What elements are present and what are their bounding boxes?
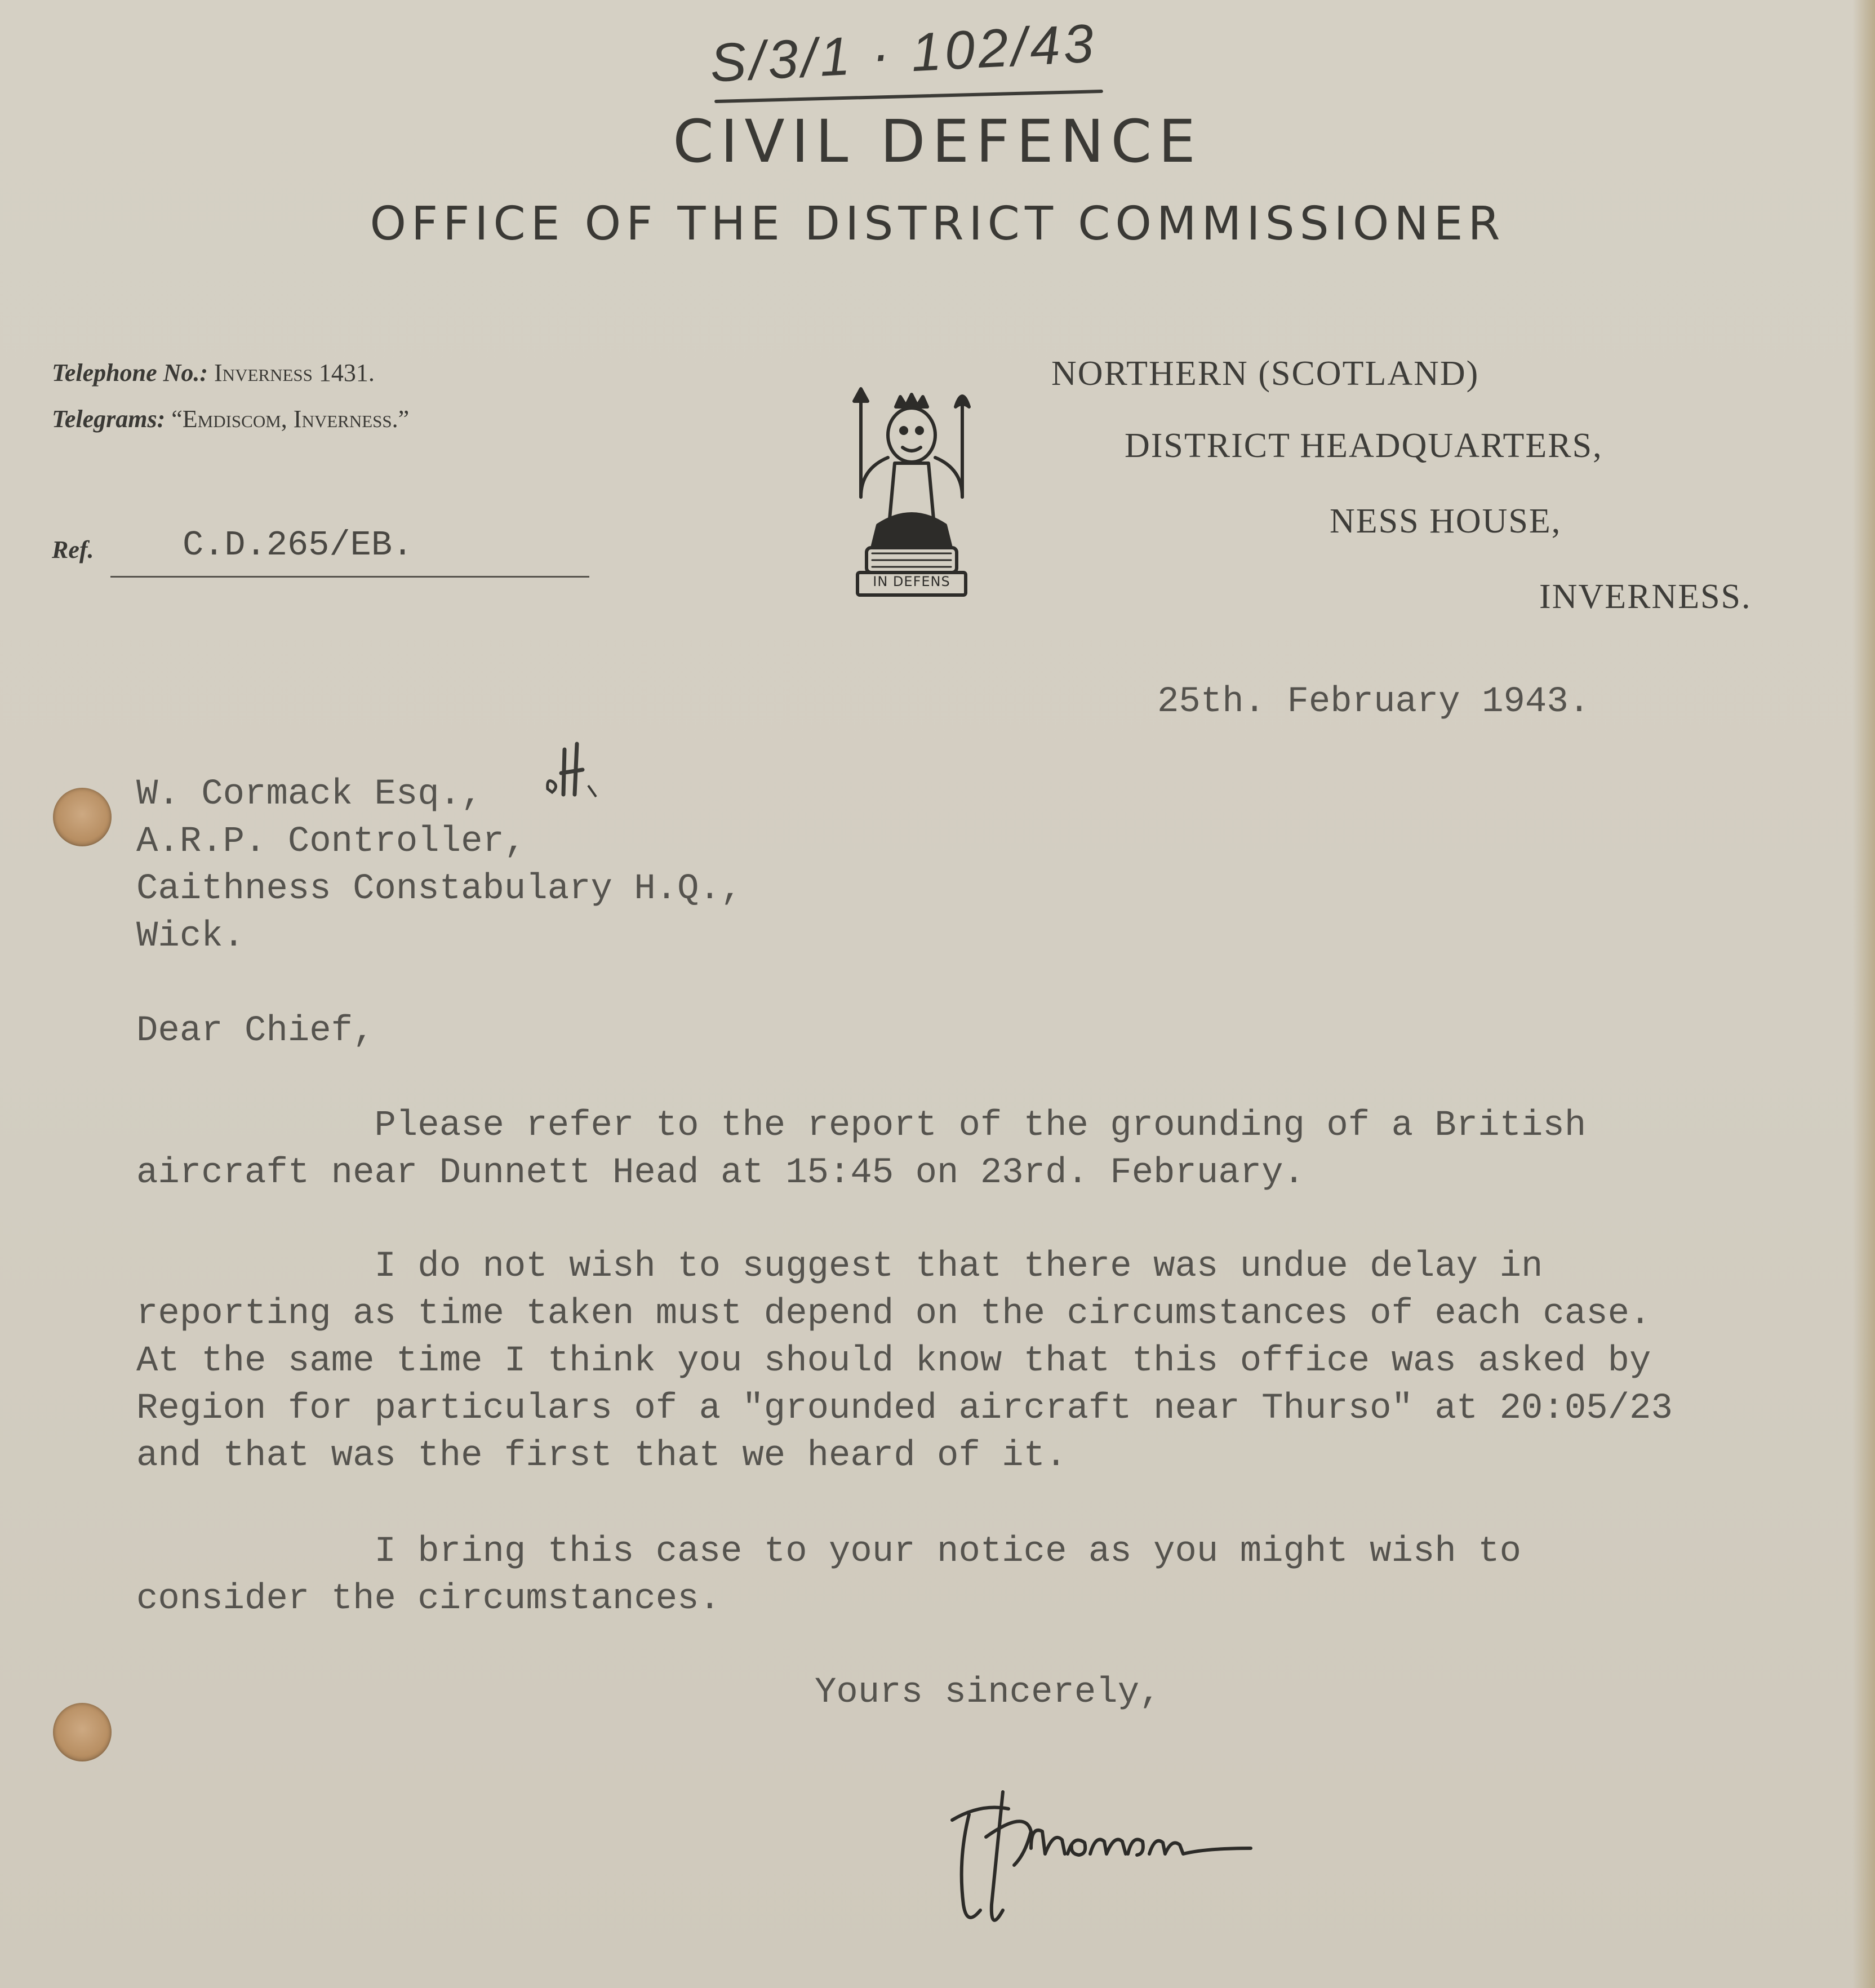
handwritten-signature [947,1769,1262,1938]
ref-underline [110,576,589,578]
handwritten-annotation-mark [542,738,610,806]
body-p2-line-3: At the same time I think you should know that this office was asked by [136,1341,1651,1382]
address-line-1: NORTHERN (SCOTLAND) [1051,354,1479,393]
punch-hole-bottom [53,1703,112,1761]
address-line-2: DISTRICT HEADQUARTERS, [1125,427,1603,465]
closing: Yours sincerely, [815,1672,1161,1713]
letterhead-subtitle: OFFICE OF THE DISTRICT COMMISSIONER [370,197,1505,251]
body-p1-line-2: aircraft near Dunnett Head at 15:45 on 23rd. February. [136,1153,1305,1193]
punch-hole-top [53,788,112,846]
body-p2-line-4: Region for particulars of a "grounded aircraft near Thurso" at 20:05/23 [136,1388,1673,1429]
telephone-value: Inverness 1431. [214,359,375,387]
recipient-line-2: A.R.P. Controller, [136,822,526,862]
recipient-line-3: Caithness Constabulary H.Q., [136,869,743,909]
file-reference-underline [714,90,1103,103]
telephone-label: Telephone No.: [52,359,208,387]
body-p1-line-1: Please refer to the report of the grounding of a British [136,1106,1587,1146]
body-p3-line-2: consider the circumstances. [136,1579,721,1619]
recipient-line-4: Wick. [136,916,245,957]
recipient-line-1: W. Cormack Esq., [136,774,483,815]
handwritten-file-reference: S/3/1 · 102/43 [708,13,1099,94]
body-p2-line-1: I do not wish to suggest that there was undue delay in [136,1246,1543,1287]
emblem-motto: IN DEFENS [873,574,950,589]
address-line-4: INVERNESS. [1539,578,1752,616]
telegrams-value: “Emdiscom, Inverness.” [171,405,410,433]
address-line-3: NESS HOUSE, [1330,502,1562,540]
body-p3-line-1: I bring this case to your notice as you might wish to [136,1532,1521,1572]
paper-edge [1852,0,1875,1988]
letterhead-title: CIVIL DEFENCE [673,107,1202,176]
lion-crest-icon [844,384,979,598]
telegrams-label: Telegrams: [52,405,166,433]
ref-value: C.D.265/EB. [183,525,414,565]
body-p2-line-2: reporting as time taken must depend on the circumstances of each case. [136,1294,1651,1334]
body-p2-line-5: and that was the first that we heard of it. [136,1436,1067,1476]
telegrams-line [52,405,409,433]
ref-label: Ref. [52,536,94,563]
salutation: Dear Chief, [136,1011,375,1051]
letter-date: 25th. February 1943. [1157,682,1590,722]
telephone-line [52,358,375,387]
ref-line [52,535,94,564]
